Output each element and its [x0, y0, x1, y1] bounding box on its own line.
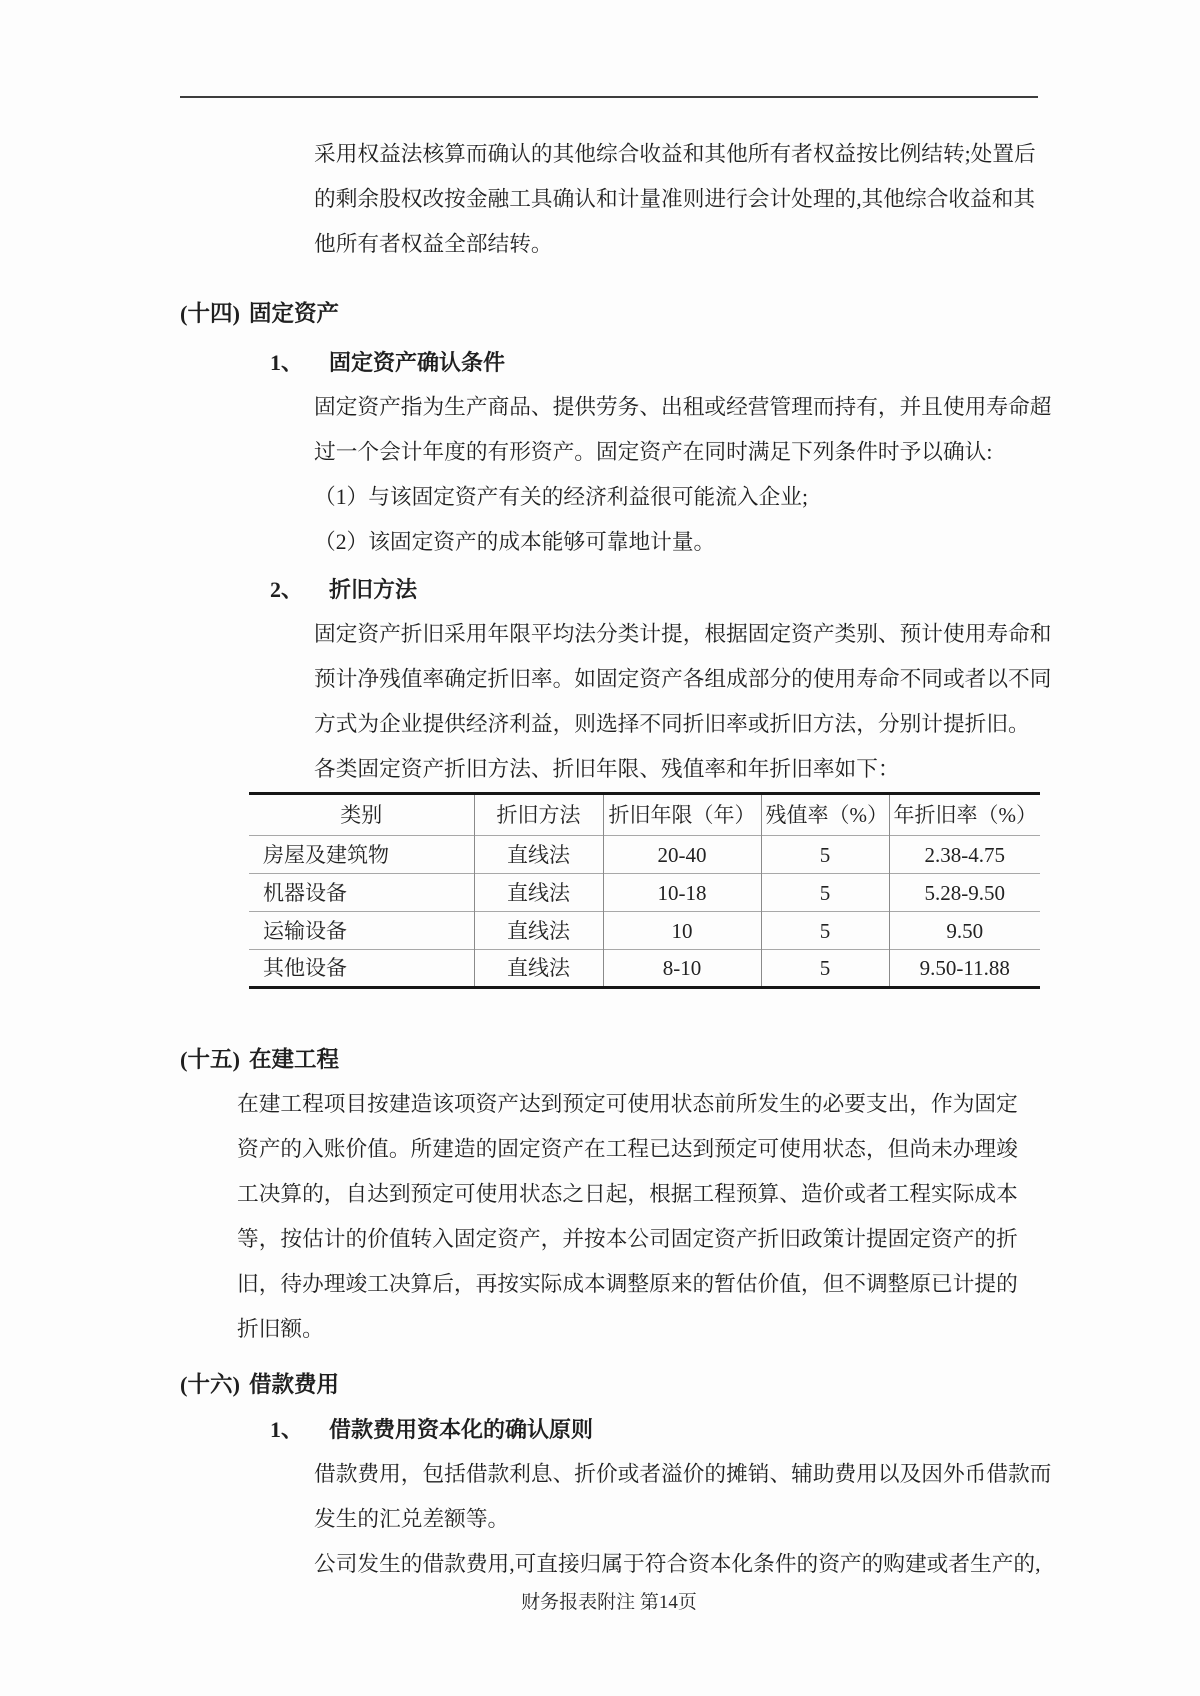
cell-residual-rate: 5: [761, 836, 889, 874]
cell-years: 10: [603, 912, 761, 950]
cell-annual-rate: 9.50: [889, 912, 1040, 950]
cell-residual-rate: 5: [761, 912, 889, 950]
construction-in-progress-paragraph: [237, 1082, 1038, 1352]
cell-category: 其他设备: [249, 950, 474, 988]
text-line: （2）该固定资产的成本能够可靠地计量。: [314, 530, 716, 554]
text-line: 各类固定资产折旧方法、折旧年限、残值率和年折旧率如下：: [314, 757, 900, 781]
section-14-number: (十四): [180, 301, 240, 326]
borrowing-costs-paragraph: [314, 1452, 1052, 1587]
table-row: [249, 912, 1040, 950]
text-line: 等，按估计的价值转入固定资产，并按本公司固定资产折旧政策计提固定资产的折: [237, 1227, 1018, 1251]
text-line: 发生的汇兑差额等。: [314, 1507, 510, 1531]
text-line: 工决算的，自达到预定可使用状态之日起，根据工程预算、造价或者工程实际成本: [237, 1182, 1018, 1206]
cell-method: 直线法: [474, 950, 603, 988]
text-line: 方式为企业提供经济利益，则选择不同折旧率或折旧方法，分别计提折旧。: [314, 712, 1030, 736]
table-header-row: [249, 794, 1040, 836]
table-row: [249, 836, 1040, 874]
section-15-heading: [180, 1037, 1038, 1082]
cell-method: 直线法: [474, 874, 603, 912]
section-14-item-1-heading: [270, 340, 1038, 385]
text-line: 他所有者权益全部结转。: [314, 232, 553, 256]
header-annual-rate: 年折旧率（%）: [889, 794, 1040, 836]
cell-annual-rate: 5.28-9.50: [889, 874, 1040, 912]
header-divider: [180, 96, 1038, 98]
item-title: 固定资产确认条件: [329, 350, 506, 375]
cell-years: 10-18: [603, 874, 761, 912]
item-title: 借款费用资本化的确认原则: [329, 1417, 594, 1442]
text-line: 折旧额。: [237, 1317, 324, 1341]
text-line: 公司发生的借款费用,可直接归属于符合资本化条件的资产的购建或者生产的,: [314, 1552, 1041, 1576]
cell-category: 房屋及建筑物: [249, 836, 474, 874]
table-row: [249, 874, 1040, 912]
section-16-title: 借款费用: [249, 1372, 340, 1397]
text-line: 借款费用，包括借款利息、折价或者溢价的摊销、辅助费用以及因外币借款而: [314, 1462, 1052, 1486]
text-line: 资产的入账价值。所建造的固定资产在工程已达到预定可使用状态，但尚未办理竣: [237, 1137, 1018, 1161]
cell-years: 8-10: [603, 950, 761, 988]
header-years: 折旧年限（年）: [603, 794, 761, 836]
section-14-item-2-heading: [270, 567, 1038, 612]
header-residual-rate: 残值率（%）: [761, 794, 889, 836]
section-16-heading: [180, 1362, 1038, 1407]
text-line: 采用权益法核算而确认的其他综合收益和其他所有者权益按比例结转;处置后: [314, 142, 1036, 166]
section-16-number: (十六): [180, 1372, 240, 1397]
section-14-title: 固定资产: [249, 301, 340, 326]
cell-annual-rate: 9.50-11.88: [889, 950, 1040, 988]
cell-method: 直线法: [474, 912, 603, 950]
text-line: 预计净残值率确定折旧率。如固定资产各组成部分的使用寿命不同或者以不同: [314, 667, 1052, 691]
text-line: 过一个会计年度的有形资产。固定资产在同时满足下列条件时予以确认:: [314, 440, 993, 464]
item-number: 1、: [270, 1417, 304, 1442]
text-line: 的剩余股权改按金融工具确认和计量准则进行会计处理的,其他综合收益和其: [314, 187, 1036, 211]
section-16-item-1-heading: [270, 1407, 1038, 1452]
text-line: 旧，待办理竣工决算后，再按实际成本调整原来的暂估价值，但不调整原已计提的: [237, 1272, 1018, 1296]
cell-residual-rate: 5: [761, 874, 889, 912]
intro-paragraph: [314, 132, 1038, 267]
item-title: 折旧方法: [329, 577, 418, 602]
text-line: 固定资产指为生产商品、提供劳务、出租或经营管理而持有，并且使用寿命超: [314, 395, 1052, 419]
cell-residual-rate: 5: [761, 950, 889, 988]
item-number: 1、: [270, 350, 304, 375]
fixed-asset-recognition-paragraph: [314, 385, 1052, 565]
item-number: 2、: [270, 577, 304, 602]
text-line: 在建工程项目按建造该项资产达到预定可使用状态前所发生的必要支出，作为固定: [237, 1092, 1018, 1116]
cell-years: 20-40: [603, 836, 761, 874]
section-15-title: 在建工程: [249, 1047, 340, 1072]
section-14-heading: [180, 291, 1038, 336]
text-line: （1）与该固定资产有关的经济利益很可能流入企业;: [314, 485, 808, 509]
depreciation-method-paragraph: [314, 612, 1052, 792]
depreciation-table: [249, 792, 1040, 989]
cell-category: 机器设备: [249, 874, 474, 912]
header-method: 折旧方法: [474, 794, 603, 836]
table-row: [249, 950, 1040, 988]
page-footer: 财务报表附注 第14页: [521, 1592, 697, 1613]
header-category: 类别: [340, 803, 383, 827]
text-line: 固定资产折旧采用年限平均法分类计提，根据固定资产类别、预计使用寿命和: [314, 622, 1052, 646]
cell-method: 直线法: [474, 836, 603, 874]
cell-annual-rate: 2.38-4.75: [889, 836, 1040, 874]
section-15-number: (十五): [180, 1047, 240, 1072]
cell-category: 运输设备: [249, 912, 474, 950]
